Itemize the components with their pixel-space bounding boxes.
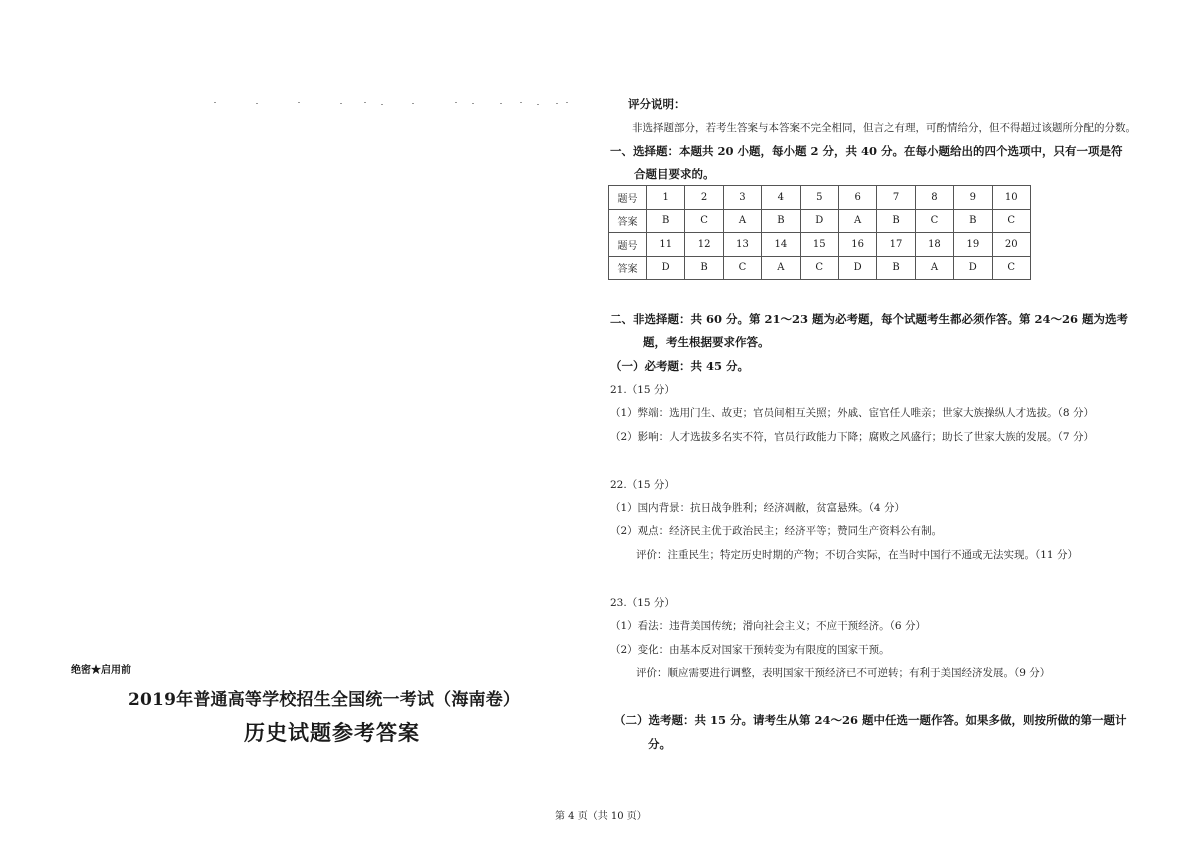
table-cell: A xyxy=(915,256,953,280)
scoring-heading: 评分说明： xyxy=(628,97,686,111)
exam-title: 2019年普通高等学校招生全国统一考试（海南卷） xyxy=(128,690,521,710)
table-cell: D xyxy=(838,256,876,280)
table-cell: 1 xyxy=(647,186,685,210)
table-row xyxy=(609,186,1031,210)
table-cell: C xyxy=(992,256,1030,280)
q21-head: 21.（15 分） xyxy=(610,384,675,396)
table-cell: 15 xyxy=(800,233,838,257)
row-header: 答案 xyxy=(609,209,647,233)
table-cell: 6 xyxy=(838,186,876,210)
table-cell: B xyxy=(877,209,915,233)
table-cell: 7 xyxy=(877,186,915,210)
document-title: 历史试题参考答案 xyxy=(244,720,420,745)
table-cell: 5 xyxy=(800,186,838,210)
table-cell: D xyxy=(800,209,838,233)
table-cell: 18 xyxy=(915,233,953,257)
row-header: 题号 xyxy=(609,233,647,257)
table-cell: C xyxy=(685,209,723,233)
section1-heading-line1: 一、选择题：本题共 20 小题，每小题 2 分，共 40 分。在每小题给出的四个选项中，只有一项是符 xyxy=(610,144,1123,158)
table-cell: A xyxy=(838,209,876,233)
q22-evaluation: 评价：注重民生；特定历史时期的产物；不切合实际，在当时中国行不通或无法实现。（11 分） xyxy=(636,549,1078,561)
table-cell: B xyxy=(647,209,685,233)
table-cell: B xyxy=(762,209,800,233)
optional-heading-line2: 分。 xyxy=(648,737,671,751)
q23-part1: （1）看法：违背美国传统；滑向社会主义；不应干预经济。（6 分） xyxy=(610,620,926,632)
section1-heading-line2: 合题目要求的。 xyxy=(634,167,715,181)
q23-part2: （2）变化：由基本反对国家干预转变为有限度的国家干预。 xyxy=(610,644,890,656)
table-row xyxy=(609,256,1031,280)
table-cell: 16 xyxy=(838,233,876,257)
table-cell: 20 xyxy=(992,233,1030,257)
table-cell: 14 xyxy=(762,233,800,257)
table-cell: 10 xyxy=(992,186,1030,210)
table-cell: C xyxy=(992,209,1030,233)
section2-heading-line1: 二、非选择题：共 60 分。第 21～23 题为必考题，每个试题考生都必须作答。第 24～26 题为选考 xyxy=(610,312,1129,326)
q22-part1: （1）国内背景：抗日战争胜利；经济凋敝，贫富悬殊。（4 分） xyxy=(610,502,905,514)
table-cell: D xyxy=(647,256,685,280)
table-cell: C xyxy=(915,209,953,233)
q21-part2: （2）影响：人才选拔多名实不符，官员行政能力下降；腐败之风盛行；助长了世家大族的发展。（7 分） xyxy=(610,431,1094,443)
scoring-note: 非选择题部分，若考生答案与本答案不完全相同，但言之有理，可酌情给分，但不得超过该题所分配的分数。 xyxy=(632,122,1136,134)
table-cell: 12 xyxy=(685,233,723,257)
answer-table xyxy=(608,185,1031,280)
q22-part2: （2）观点：经济民主优于政治民主；经济平等；赞同生产资料公有制。 xyxy=(610,525,943,537)
table-cell: 19 xyxy=(954,233,992,257)
table-cell: C xyxy=(800,256,838,280)
table-row xyxy=(609,233,1031,257)
table-row xyxy=(609,209,1031,233)
table-cell: 13 xyxy=(723,233,761,257)
optional-heading-line1: （二）选考题：共 15 分。请考生从第 24～26 题中任选一题作答。如果多做，则按所做的第一题计 xyxy=(614,713,1127,727)
table-cell: B xyxy=(877,256,915,280)
required-heading: （一）必考题：共 45 分。 xyxy=(610,359,750,373)
table-cell: B xyxy=(685,256,723,280)
table-cell: 17 xyxy=(877,233,915,257)
q23-head: 23.（15 分） xyxy=(610,597,675,609)
table-cell: 3 xyxy=(723,186,761,210)
section2-heading-line2: 题，考生根据要求作答。 xyxy=(643,335,770,349)
table-cell: A xyxy=(723,209,761,233)
table-cell: 11 xyxy=(647,233,685,257)
table-cell: A xyxy=(762,256,800,280)
table-cell: B xyxy=(954,209,992,233)
page-number: 第 4 页（共 10 页） xyxy=(555,811,647,822)
table-cell: 2 xyxy=(685,186,723,210)
q21-part1: （1）弊端：选用门生、故吏；官员间相互关照；外戚、宦官任人唯亲；世家大族操纵人才选拔。（8 分） xyxy=(610,407,1094,419)
table-cell: C xyxy=(723,256,761,280)
table-cell: 9 xyxy=(954,186,992,210)
q23-evaluation: 评价：顺应需要进行调整，表明国家干预经济已不可逆转；有利于美国经济发展。（9 分） xyxy=(636,667,1051,679)
q22-head: 22.（15 分） xyxy=(610,479,675,491)
row-header: 答案 xyxy=(609,256,647,280)
table-cell: 8 xyxy=(915,186,953,210)
table-cell: D xyxy=(954,256,992,280)
table-cell: 4 xyxy=(762,186,800,210)
confidential-label: 绝密★启用前 xyxy=(71,665,131,676)
row-header: 题号 xyxy=(609,186,647,210)
